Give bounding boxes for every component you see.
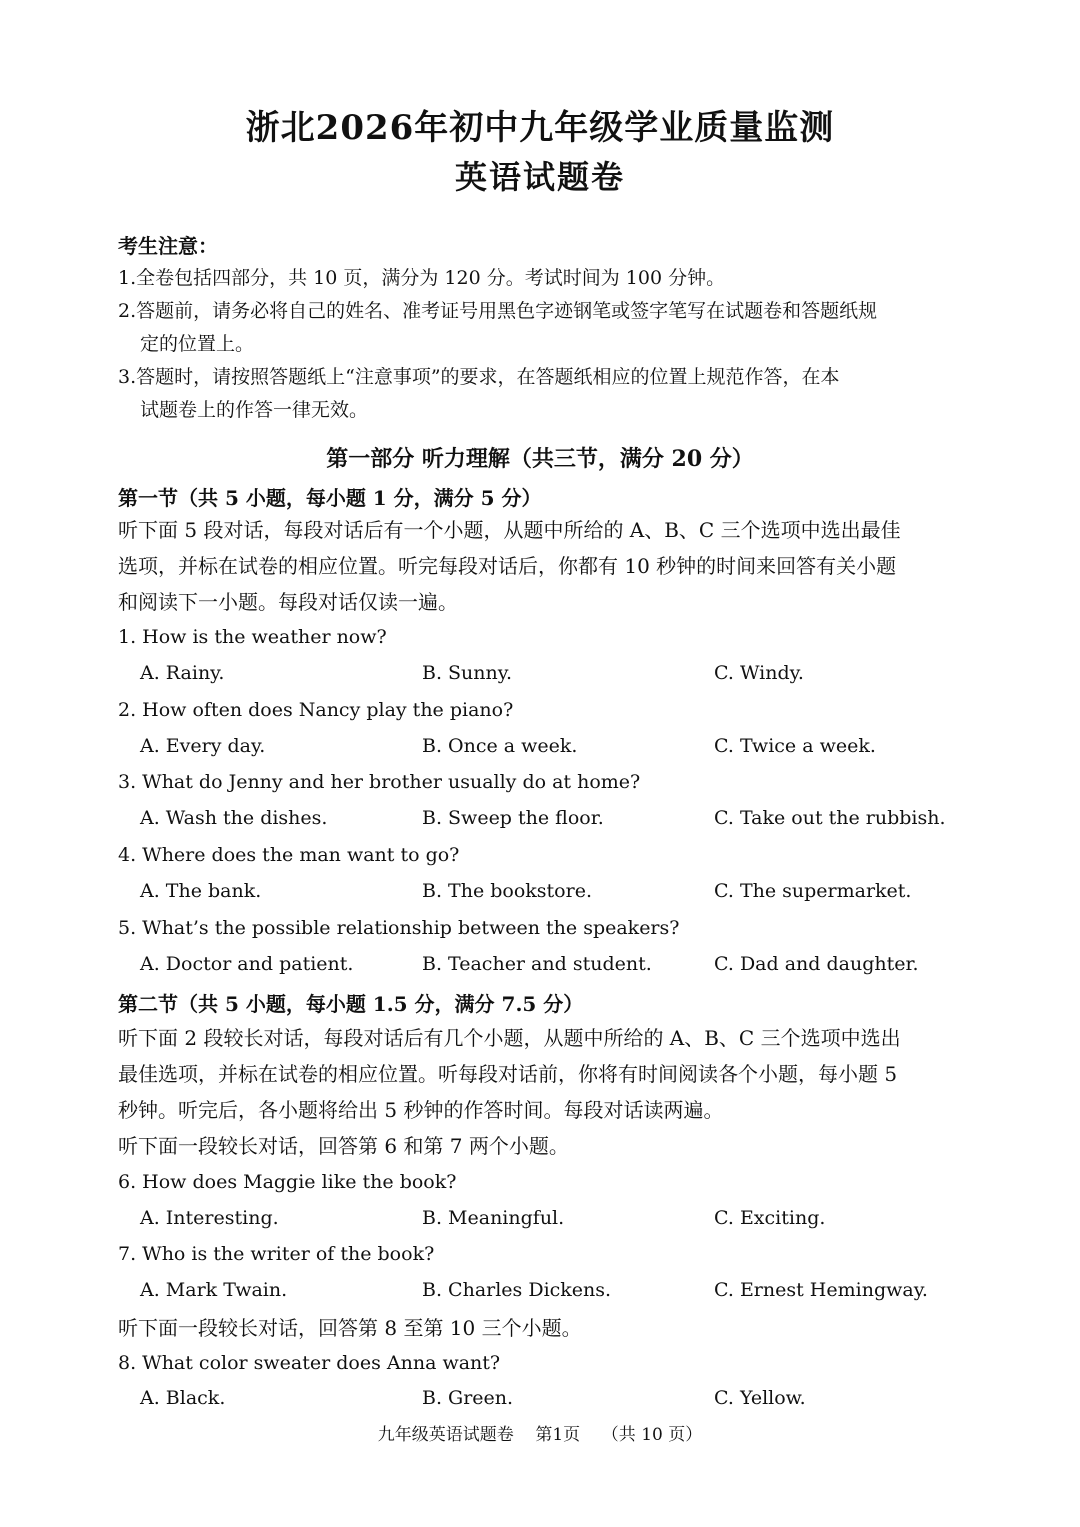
section2-heading: 第二节（共 5 小题，每小题 1.5 分，满分 7.5 分）: [118, 992, 584, 1016]
question-6-option-a: A. Interesting.: [140, 1207, 279, 1229]
question-2-option-c: C. Twice a week.: [714, 735, 876, 757]
question-3-option-b: B. Sweep the floor.: [422, 807, 604, 829]
question-5-option-a: A. Doctor and patient.: [140, 953, 354, 975]
question-2-option-b: B. Once a week.: [422, 735, 578, 757]
notice-item-2-line-2: 定的位置上。: [140, 333, 255, 355]
notice-item-2-line-1: 2.答题前，请务必将自己的姓名、准考证号用黑色字迹钢笔或签字笔写在试题卷和答题纸规: [118, 300, 878, 322]
question-1-option-a: A. Rainy.: [140, 662, 225, 684]
question-6: 6. How does Maggie like the book?: [118, 1171, 457, 1193]
question-8-option-b: B. Green.: [422, 1387, 514, 1409]
notice-item-1: 1.全卷包括四部分，共 10 页，满分为 120 分。考试时间为 100 分钟。: [118, 267, 726, 289]
notice-item-3-line-2: 试题卷上的作答一律无效。: [140, 399, 369, 421]
section2-dialog-1-intro: 听下面一段较长对话，回答第 6 和第 7 两个小题。: [118, 1134, 569, 1158]
part1-heading: 第一部分 听力理解（共三节，满分 20 分）: [326, 446, 754, 472]
question-8-option-a: A. Black.: [140, 1387, 226, 1409]
question-2: 2. How often does Nancy play the piano?: [118, 699, 514, 721]
notice-item-3-line-1: 3.答题时，请按照答题纸上“注意事项”的要求，在答题纸相应的位置上规范作答，在本: [118, 366, 840, 388]
page-subtitle: 英语试题卷: [454, 158, 625, 196]
section1-line-1: 听下面 5 段对话，每段对话后有一个小题，从题中所给的 A、B、C 三个选项中选出最佳: [118, 518, 901, 542]
question-5: 5. What’s the possible relationship between the speakers?: [118, 917, 680, 939]
section2-dialog-2-intro: 听下面一段较长对话，回答第 8 至第 10 三个小题。: [118, 1316, 582, 1340]
question-4: 4. Where does the man want to go?: [118, 844, 460, 866]
section1-line-2: 选项，并标在试卷的相应位置。听完每段对话后，你都有 10 秒钟的时间来回答有关小题: [118, 554, 897, 578]
question-8-option-c: C. Yellow.: [714, 1387, 806, 1409]
notice-heading: 考生注意：: [118, 234, 218, 258]
question-4-option-a: A. The bank.: [140, 880, 262, 902]
page-title: 浙北2026年初中九年级学业质量监测: [245, 108, 835, 148]
page-footer: 九年级英语试题卷 第1页 （共 10 页）: [377, 1425, 703, 1445]
question-3: 3. What do Jenny and her brother usually do at home?: [118, 771, 641, 793]
question-4-option-c: C. The supermarket.: [714, 880, 912, 902]
section1-line-3: 和阅读下一小题。每段对话仅读一遍。: [118, 590, 458, 614]
section1-heading: 第一节（共 5 小题，每小题 1 分，满分 5 分）: [118, 486, 542, 510]
section1-instructions: [118, 512, 968, 620]
question-4-option-b: B. The bookstore.: [422, 880, 592, 902]
question-1-option-c: C. Windy.: [714, 662, 804, 684]
question-7-option-c: C. Ernest Hemingway.: [714, 1279, 928, 1301]
question-5-option-b: B. Teacher and student.: [422, 953, 652, 975]
question-2-option-a: A. Every day.: [140, 735, 266, 757]
section2-instructions: [118, 1020, 968, 1164]
question-1: 1. How is the weather now?: [118, 626, 387, 648]
section2-line-3: 秒钟。听完后，各小题将给出 5 秒钟的作答时间。每段对话读两遍。: [118, 1098, 724, 1122]
section2-line-2: 最佳选项，并标在试卷的相应位置。听每段对话前，你将有时间阅读各个小题，每小题 5: [118, 1062, 898, 1086]
question-7-option-a: A. Mark Twain.: [140, 1279, 288, 1301]
question-1-option-b: B. Sunny.: [422, 662, 513, 684]
question-6-option-b: B. Meaningful.: [422, 1207, 565, 1229]
question-5-option-c: C. Dad and daughter.: [714, 953, 919, 975]
notice-item-3: [118, 361, 968, 427]
notice-item-2: [118, 295, 968, 361]
question-8: 8. What color sweater does Anna want?: [118, 1352, 501, 1374]
question-6-option-c: C. Exciting.: [714, 1207, 826, 1229]
question-7: 7. Who is the writer of the book?: [118, 1243, 435, 1265]
question-7-option-b: B. Charles Dickens.: [422, 1279, 612, 1301]
question-3-option-c: C. Take out the rubbish.: [714, 807, 946, 829]
section2-line-1: 听下面 2 段较长对话，每段对话后有几个小题，从题中所给的 A、B、C 三个选项中选出: [118, 1026, 901, 1050]
question-3-option-a: A. Wash the dishes.: [140, 807, 328, 829]
